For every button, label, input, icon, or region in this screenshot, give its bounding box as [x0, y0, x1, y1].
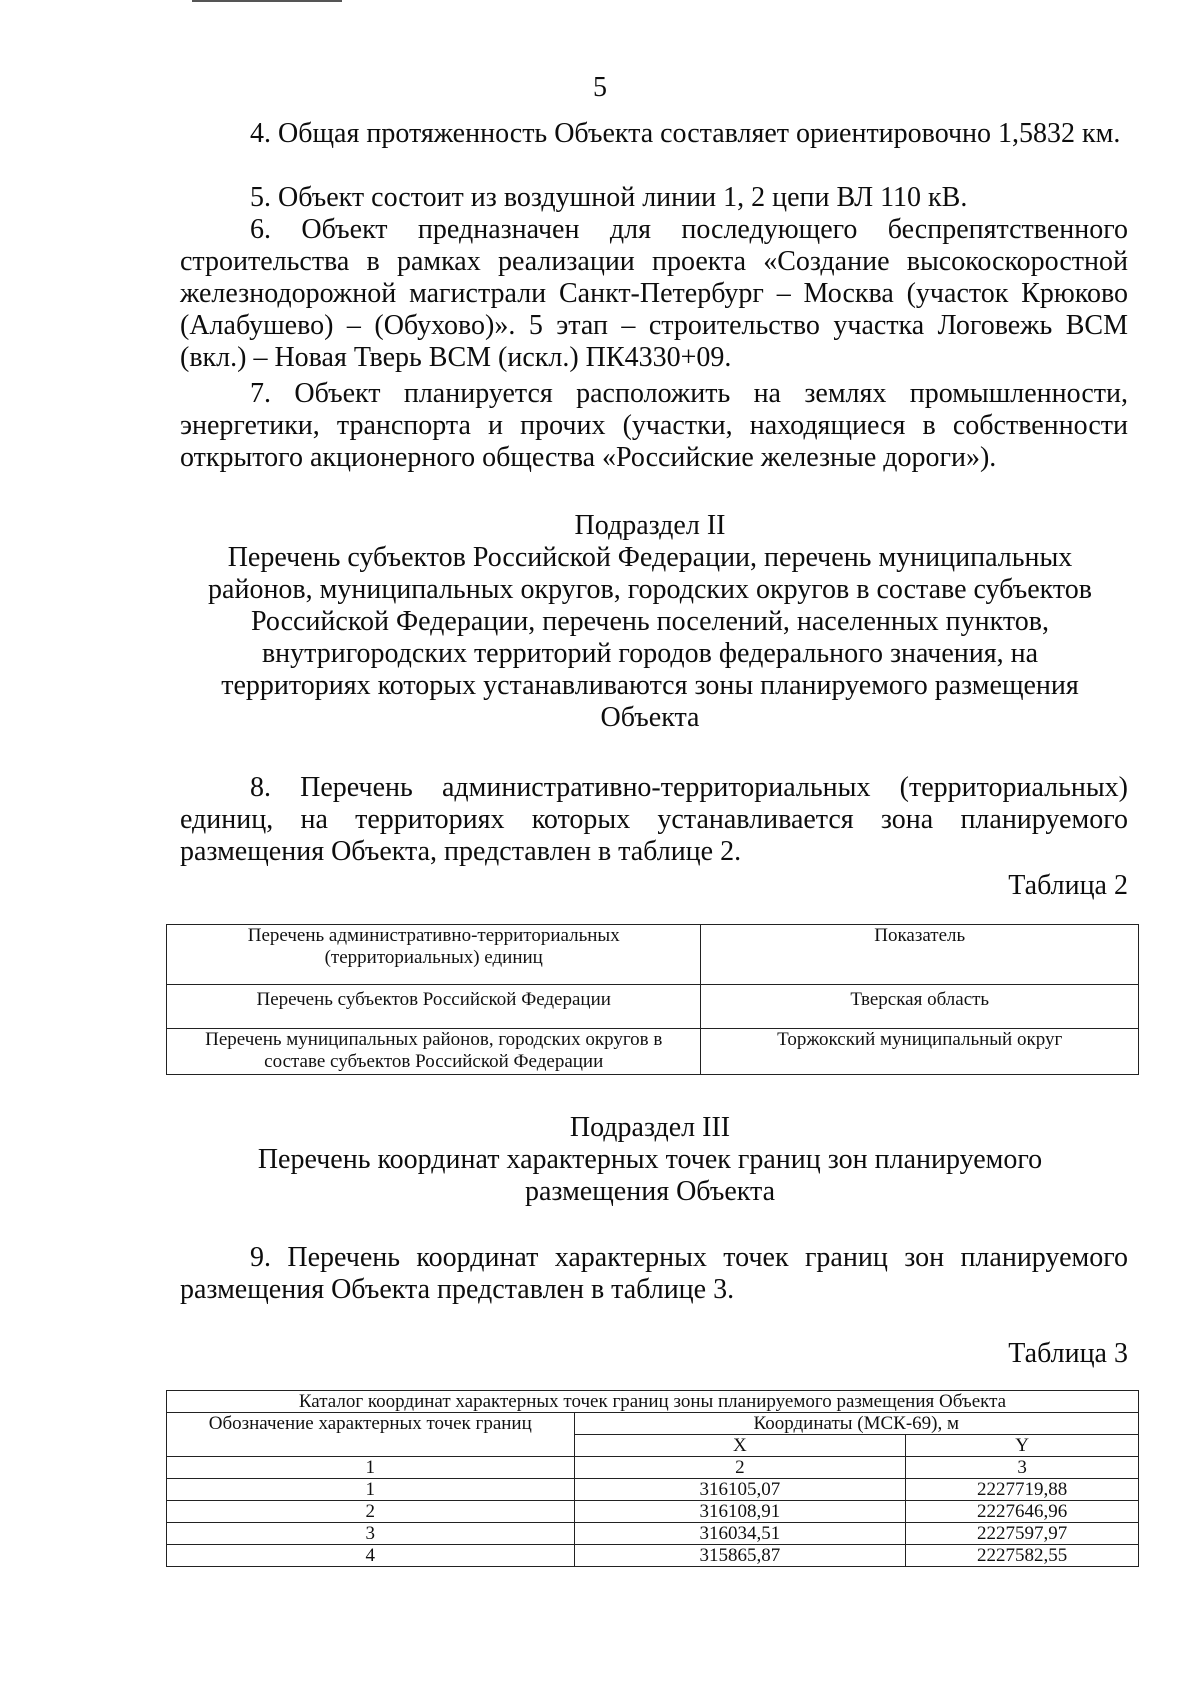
table-2-caption: Таблица 2 [1008, 870, 1128, 901]
table-cell: Перечень субъектов Российской Федерации [167, 985, 701, 1029]
table-cell: 316108,91 [574, 1501, 906, 1523]
table-cell: 1 [167, 1479, 575, 1501]
table-3 [166, 1390, 1139, 1567]
paragraph-4-block [180, 118, 1128, 150]
table-cell: 4 [167, 1545, 575, 1567]
table-cell: 3 [167, 1523, 575, 1545]
table-header-cell: Обозначение характерных точек границ [167, 1413, 575, 1457]
table-row [167, 1545, 1139, 1567]
table-cell: 316105,07 [574, 1479, 906, 1501]
table-row [167, 1479, 1139, 1501]
paragraph-4: 4. Общая протяженность Объекта составляет ориентировочно 1,5832 км. [250, 118, 1121, 149]
table-cell: 2227597,97 [906, 1523, 1139, 1545]
table-row [167, 985, 1139, 1029]
table-row [167, 1029, 1139, 1075]
paragraph-7-block [180, 378, 1128, 474]
table-cell: 2227582,55 [906, 1545, 1139, 1567]
section-3-heading: Перечень координат характерных точек границ зон планируемого размещения Объекта [257, 1144, 1043, 1207]
paragraph-8: 8. Перечень административно-территориальных (территориальных) единиц, на территориях которых устанавливается зона планируемого размещения Объекта, представлен в таблице 2. [180, 772, 1128, 867]
table-cell: Торжокский муниципальный округ [701, 1029, 1139, 1075]
table-cell: 1 [167, 1457, 575, 1479]
paragraph-6: 6. Объект предназначен для последующего беспрепятственного строительства в рамках реализации проекта «Создание высокоскоростной железнодорожной магистрали Санкт-Петербург – Москва (участок Крюково (Алабушево) – (Обухово)». 5 этап – строительство участка Логовежь ВСМ (вкл.) – Новая Тверь ВСМ (искл.) ПК4330+09. [180, 214, 1128, 373]
table-row [167, 1501, 1139, 1523]
table-row [167, 925, 1139, 985]
paragraph-5: 5. Объект состоит из воздушной линии 1, 2 цепи ВЛ 110 кВ. [250, 182, 968, 213]
paragraph-7: 7. Объект планируется расположить на землях промышленности, энергетики, транспорта и прочих (участки, находящиеся в собственности открытого акционерного общества «Российские железные дороги»). [180, 378, 1128, 473]
paragraph-8-block [180, 772, 1128, 868]
paragraph-5-block [180, 182, 1128, 214]
table-header-cell: Перечень административно-территориальных (территориальных) единиц [167, 925, 701, 985]
page-number: 5 [593, 72, 607, 103]
table-cell: 2 [574, 1457, 906, 1479]
table-cell: Перечень муниципальных районов, городских округов в составе субъектов Российской Федерации [167, 1029, 701, 1075]
table-cell: Тверская область [701, 985, 1139, 1029]
scan-top-line [192, 0, 342, 2]
table-cell: 2227719,88 [906, 1479, 1139, 1501]
table-3-caption: Таблица 3 [1008, 1338, 1128, 1369]
table-cell: 3 [906, 1457, 1139, 1479]
section-2-title: Подраздел II [574, 510, 726, 541]
table-cell: 2227646,96 [906, 1501, 1139, 1523]
section-3-title: Подраздел III [569, 1112, 731, 1143]
table-header-cell: Y [906, 1435, 1139, 1457]
table-cell: 316034,51 [574, 1523, 906, 1545]
paragraph-6-block [180, 214, 1128, 374]
table-title-cell: Каталог координат характерных точек границ зоны планируемого размещения Объекта [167, 1391, 1139, 1413]
table-header-cell: Показатель [701, 925, 1139, 985]
paragraph-9-block [180, 1242, 1128, 1306]
table-row [167, 1391, 1139, 1413]
table-row [167, 1413, 1139, 1435]
table-2 [166, 924, 1139, 1075]
table-row [167, 1523, 1139, 1545]
table-header-cell: Координаты (МСК-69), м [574, 1413, 1138, 1435]
section-2-heading: Перечень субъектов Российской Федерации, перечень муниципальных районов, муниципальных округов, городских округов в составе субъектов Российской Федерации, перечень поселений, населенных пунктов, внутригородских территорий городов федерального значения, на территориях которых устанавливаются зоны планируемого размещения Объекта [208, 542, 1092, 733]
paragraph-9: 9. Перечень координат характерных точек границ зон планируемого размещения Объекта представлен в таблице 3. [180, 1242, 1128, 1305]
table-cell: 315865,87 [574, 1545, 906, 1567]
table-cell: 2 [167, 1501, 575, 1523]
table-header-cell: X [574, 1435, 906, 1457]
table-row [167, 1457, 1139, 1479]
